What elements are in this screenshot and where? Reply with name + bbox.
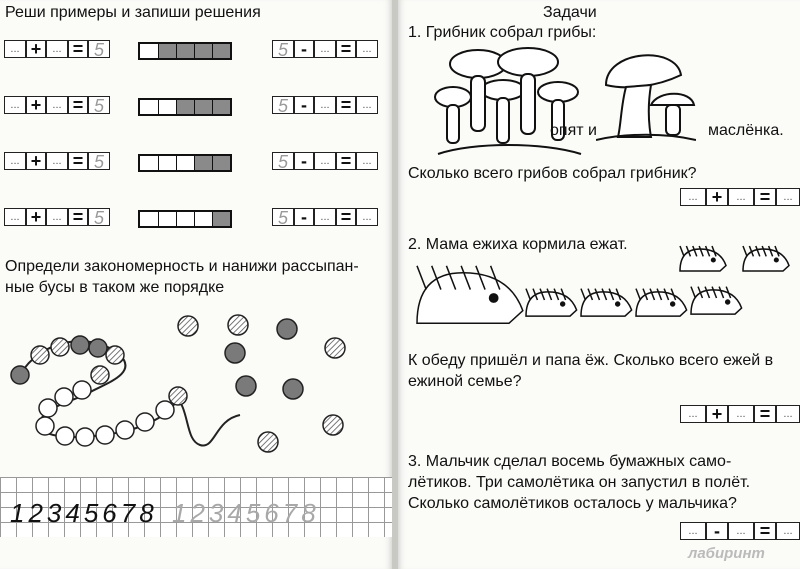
- baby-hedgehog-icon: [526, 289, 577, 317]
- plus-sign: +: [26, 208, 46, 226]
- subtrahend-box[interactable]: ...: [314, 152, 336, 170]
- bead-white: [136, 413, 154, 431]
- boletus-mushroom-icon: [596, 45, 696, 143]
- minus-sign: -: [294, 152, 314, 170]
- task1-result[interactable]: ...: [776, 188, 800, 206]
- loose-bead-hatched: [228, 315, 248, 335]
- bead-white: [96, 426, 114, 444]
- task2-result[interactable]: ...: [776, 405, 800, 423]
- mushroom-group-icon: [433, 42, 583, 160]
- left-heading: Реши примеры и запиши решения: [5, 4, 261, 21]
- bar-cell-filled: [212, 44, 230, 58]
- addend-box-b[interactable]: ...: [46, 96, 68, 114]
- task1-box-a[interactable]: ...: [680, 188, 706, 206]
- task2-question-line1: К обеду пришёл и папа ёж. Сколько всего ежей в: [408, 352, 774, 369]
- quantity-bar: [138, 210, 232, 228]
- equals-sign: =: [68, 152, 88, 170]
- task1-question: Сколько всего грибов собрал грибник?: [408, 165, 697, 182]
- equals-sign: =: [336, 208, 356, 226]
- bar-cell-empty: [158, 156, 176, 170]
- minuend-five: 5: [272, 152, 294, 170]
- equation-row: [0, 40, 392, 62]
- bar-cell-empty: [140, 212, 158, 226]
- bar-cell-empty: [158, 212, 176, 226]
- bead-white: [55, 388, 73, 406]
- addend-box-b[interactable]: ...: [46, 40, 68, 58]
- equals-sign: =: [68, 96, 88, 114]
- task1-title: 1. Грибник собрал грибы:: [408, 24, 597, 41]
- task3-equals: =: [754, 522, 776, 540]
- bead-hatched: [51, 338, 69, 356]
- task3-result[interactable]: ...: [776, 522, 800, 540]
- baby-hedgehog-icon: [581, 289, 632, 317]
- subtrahend-box[interactable]: ...: [314, 40, 336, 58]
- baby-hedgehog-icon: [691, 287, 742, 315]
- result-five: 5: [88, 208, 110, 226]
- minus-sign: -: [294, 96, 314, 114]
- bead-white: [76, 428, 94, 446]
- bead-dark: [71, 336, 89, 354]
- task3-line3: Сколько самолётиков осталось у мальчика?: [408, 495, 737, 512]
- plus-sign: +: [26, 152, 46, 170]
- subtrahend-box[interactable]: ...: [314, 208, 336, 226]
- bead-hatched: [91, 366, 109, 384]
- result-five: 5: [88, 40, 110, 58]
- subtrahend-box[interactable]: ...: [314, 96, 336, 114]
- mother-hedgehog-icon: [417, 266, 523, 324]
- difference-box[interactable]: ...: [356, 152, 378, 170]
- bar-cell-filled: [212, 100, 230, 114]
- difference-box[interactable]: ...: [356, 40, 378, 58]
- task2-equals: =: [754, 405, 776, 423]
- bead-white: [39, 399, 57, 417]
- loose-bead-hatched: [258, 432, 278, 452]
- loose-beads: [178, 315, 345, 452]
- equals-sign: =: [68, 40, 88, 58]
- bar-cell-filled: [194, 100, 212, 114]
- equation-row: [0, 96, 392, 118]
- loose-bead-dark: [283, 379, 303, 399]
- addend-box-b[interactable]: ...: [46, 152, 68, 170]
- baby-hedgehog-icon: [680, 246, 726, 271]
- left-page: [0, 0, 392, 569]
- beads-instruction-line1: Определи закономерность и нанижи рассыпан-: [5, 258, 359, 275]
- task3-line1: 3. Мальчик сделал восемь бумажных само-: [408, 453, 732, 470]
- bar-cell-filled: [158, 44, 176, 58]
- addend-box-a[interactable]: ...: [4, 40, 26, 58]
- baby-hedgehog-icon: [743, 246, 789, 271]
- task3-box-a[interactable]: ...: [680, 522, 706, 540]
- addend-box-a[interactable]: ...: [4, 152, 26, 170]
- minuend-five: 5: [272, 96, 294, 114]
- bead-dark: [89, 339, 107, 357]
- bar-cell-filled: [176, 100, 194, 114]
- loose-bead-hatched: [325, 338, 345, 358]
- watermark: лабиринт: [688, 545, 765, 562]
- bar-cell-empty: [158, 100, 176, 114]
- quantity-bar: [138, 98, 232, 116]
- equals-sign: =: [336, 152, 356, 170]
- task1-box-b[interactable]: ...: [728, 188, 754, 206]
- task1-label-b: маслёнка.: [708, 122, 784, 139]
- equation-row: [0, 152, 392, 174]
- beads-instruction-line2: ные бусы в таком же порядке: [5, 279, 225, 296]
- bead-white: [56, 427, 74, 445]
- addend-box-b[interactable]: ...: [46, 208, 68, 226]
- difference-box[interactable]: ...: [356, 208, 378, 226]
- bar-cell-filled: [212, 156, 230, 170]
- addend-box-a[interactable]: ...: [4, 96, 26, 114]
- task2-sign: +: [706, 405, 728, 423]
- bead-dark: [11, 366, 29, 384]
- equals-sign: =: [336, 40, 356, 58]
- task3-sign: -: [706, 522, 728, 540]
- task2-title: 2. Мама ежиха кормила ежат.: [408, 236, 628, 253]
- bar-cell-empty: [140, 156, 158, 170]
- bar-cell-filled: [176, 44, 194, 58]
- quantity-bar: [138, 42, 232, 60]
- bead-white: [156, 401, 174, 419]
- loose-bead-hatched: [178, 316, 198, 336]
- equals-sign: =: [336, 96, 356, 114]
- baby-hedgehog-icon: [636, 289, 687, 317]
- bar-cell-empty: [140, 100, 158, 114]
- strung-beads: [11, 336, 187, 446]
- plus-sign: +: [26, 96, 46, 114]
- bar-cell-filled: [212, 212, 230, 226]
- plus-sign: +: [26, 40, 46, 58]
- bar-cell-filled: [194, 44, 212, 58]
- addend-box-a[interactable]: ...: [4, 208, 26, 226]
- task3-line2: лётиков. Три самолётика он запустил в полёт.: [408, 474, 751, 491]
- task1-label-a: опят и: [550, 122, 597, 139]
- task2-question-line2: ежиной семье?: [408, 373, 522, 390]
- bead-hatched: [106, 346, 124, 364]
- right-page: [398, 0, 800, 569]
- loose-bead-dark: [225, 343, 245, 363]
- bead-hatched: [31, 346, 49, 364]
- task1-equals: =: [754, 188, 776, 206]
- minuend-five: 5: [272, 208, 294, 226]
- digits-black: 12345678: [10, 498, 158, 528]
- bead-white: [116, 421, 134, 439]
- bead-white: [36, 417, 54, 435]
- task1-sign: +: [706, 188, 728, 206]
- minus-sign: -: [294, 208, 314, 226]
- task2-box-b[interactable]: ...: [728, 405, 754, 423]
- quantity-bar: [138, 154, 232, 172]
- loose-bead-dark: [236, 376, 256, 396]
- bar-cell-empty: [140, 44, 158, 58]
- beads-illustration: [0, 300, 392, 470]
- result-five: 5: [88, 152, 110, 170]
- result-five: 5: [88, 96, 110, 114]
- loose-bead-dark: [277, 319, 297, 339]
- bar-cell-empty: [176, 212, 194, 226]
- bar-cell-filled: [194, 156, 212, 170]
- bead-hatched: [169, 387, 187, 405]
- task2-box-a[interactable]: ...: [680, 405, 706, 423]
- minuend-five: 5: [272, 40, 294, 58]
- minus-sign: -: [294, 40, 314, 58]
- equals-sign: =: [68, 208, 88, 226]
- bead-white: [73, 381, 91, 399]
- loose-bead-hatched: [323, 415, 343, 435]
- bar-cell-empty: [194, 212, 212, 226]
- digits-gray: 12345678: [172, 498, 320, 528]
- bar-cell-empty: [176, 156, 194, 170]
- task3-box-b[interactable]: ...: [728, 522, 754, 540]
- difference-box[interactable]: ...: [356, 96, 378, 114]
- right-title: Задачи: [543, 4, 597, 21]
- equation-row: [0, 208, 392, 230]
- hedgehogs-illustration: [408, 238, 800, 338]
